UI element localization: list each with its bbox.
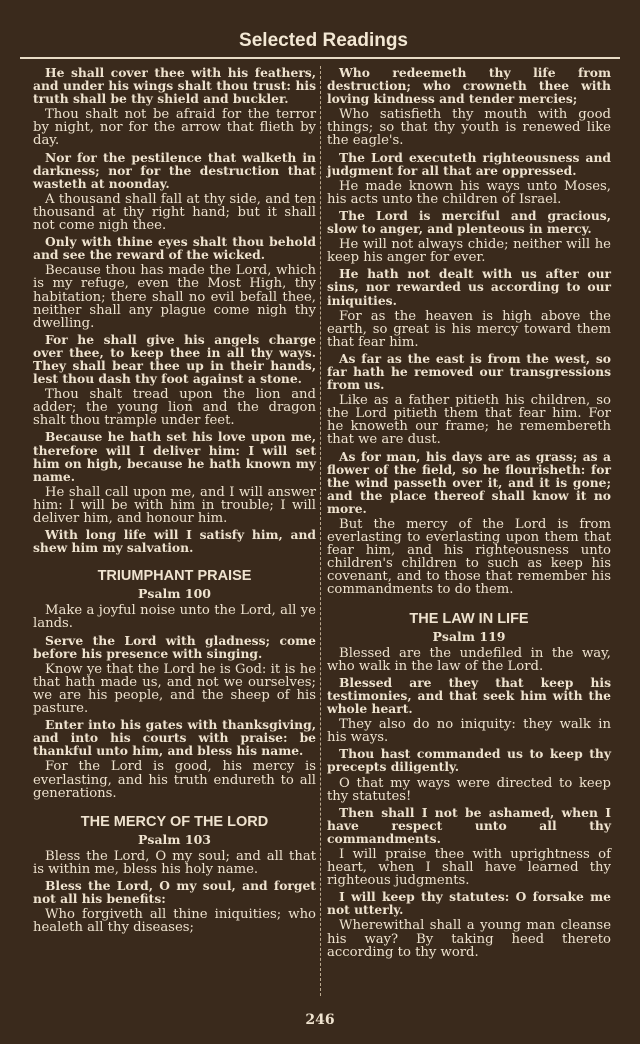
verse: Like as a father pitieth his children, so the Lord pitieth them that fear him. For he knoweth our frame; he remembereth that we are dust. — [327, 393, 611, 448]
responsive-verse: Blessed are they that keep his testimonies, and that seek him with the whole heart. — [327, 674, 611, 717]
verse: Who satisfieth thy mouth with good things; so that thy youth is renewed like the eagle's. — [327, 107, 611, 149]
verse: He shall call upon me, and I will answer him: I will be with him in trouble; I will deliver him, and honour him. — [33, 484, 316, 526]
verse: They also do no iniquity: they walk in his ways. — [327, 717, 611, 746]
responsive-verse: I will keep thy statutes: O forsake me not utterly. — [327, 889, 611, 918]
verse: A thousand shall fall at thy side, and ten thousand at thy right hand; but it shall not come nigh thee. — [33, 191, 316, 234]
responsive-verse: He shall cover thee with his feathers, and under his wings shalt thou trust: his truth shall be thy shield and buckler. — [33, 65, 316, 107]
responsive-verse: Serve the Lord with gladness; come before his presence with singing. — [33, 632, 316, 661]
intro-verses — [33, 66, 316, 554]
verse: Know ye that the Lord he is God: it is he that hath made us, and not we ourselves; we are his people, and the sheep of his pasture. — [33, 661, 316, 717]
verse: For as the heaven is high above the earth, so great is his mercy toward them that fear him. — [327, 308, 611, 350]
verse: I will praise thee with uprightness of heart, when I shall have learned thy righteous judgments. — [327, 846, 611, 889]
section-title-law-in-life: THE LAW IN LIFE — [409, 610, 529, 627]
verse: O that my ways were directed to keep thy statutes! — [327, 775, 611, 804]
verse: Thou shalt not be afraid for the terror by night, nor for the arrow that flieth by day. — [33, 107, 316, 149]
responsive-verse: As for man, his days are as grass; as a flower of the field, so he flourisheth: for the wind passeth over it, and it is gone; and the place thereof shall know it no more. — [327, 448, 611, 516]
page-number: 246 — [305, 1012, 335, 1028]
psalm-reference-119: Psalm 119 — [432, 628, 506, 644]
responsive-verse: Then shall I not be ashamed, when I have respect unto all thy commandments. — [327, 804, 611, 846]
responsive-verse: Because he hath set his love upon me, therefore will I deliver him: I will set him on high, because he hath known my name. — [33, 429, 316, 484]
verse: Because thou has made the Lord, which is my refuge, even the Most High, thy habitation; there shall no evil befall thee, neither shall any plague come nigh thy dwelling. — [33, 263, 316, 331]
psalm-reference-100: Psalm 100 — [138, 586, 211, 602]
header-rule — [20, 57, 620, 59]
responsive-verse: Thou hast commanded us to keep thy precepts diligently. — [327, 746, 611, 775]
mercy-verses — [33, 850, 316, 935]
column-divider — [320, 66, 321, 996]
responsive-verse: Enter into his gates with thanksgiving, and into his courts with praise: be thankful unto him, and bless his name. — [33, 717, 316, 759]
responsive-verse: Bless the Lord, O my soul, and forget not all his benefits: — [33, 877, 316, 907]
verse: Thou shalt tread upon the lion and adder; the young lion and the dragon shalt thou trample under feet. — [33, 387, 316, 429]
responsive-verse: Only with thine eyes shalt thou behold and see the reward of the wicked. — [33, 234, 316, 263]
right-column — [327, 66, 611, 962]
verse: Blessed are the undefiled in the way, who walk in the law of the Lord. — [327, 645, 611, 674]
page-title: Selected Readings — [239, 30, 408, 51]
responsive-verse: As far as the east is from the west, so far hath he removed our transgressions from us. — [327, 350, 611, 393]
mercy-continued-verses — [327, 66, 611, 597]
responsive-verse: He hath not dealt with us after our sins, nor rewarded us according to our iniquities. — [327, 266, 611, 308]
left-column — [33, 66, 316, 937]
responsive-verse: Nor for the pestilence that walketh in darkness; nor for the destruction that wasteth at noonday. — [33, 149, 316, 191]
section-title-mercy-of-the-lord: THE MERCY OF THE LORD — [80, 813, 269, 830]
section-title-triumphant-praise: TRIUMPHANT PRAISE — [97, 568, 252, 585]
law-in-life-verses — [327, 647, 611, 959]
responsive-verse: For he shall give his angels charge over thee, to keep thee in all thy ways. They shall bear thee up in their hands, lest thou dash thy foot against a stone. — [33, 331, 316, 387]
responsive-verse: The Lord is merciful and gracious, slow to anger, and plenteous in mercy. — [327, 207, 611, 237]
verse: Wherewithal shall a young man cleanse his way? By taking heed thereto according to thy word. — [327, 918, 611, 960]
psalm-reference-103: Psalm 103 — [138, 831, 211, 847]
verse: For the Lord is good, his mercy is everlasting, and his truth endureth to all generations. — [33, 759, 316, 801]
responsive-verse: With long life will I satisfy him, and shew him my salvation. — [33, 527, 316, 556]
responsive-verse: The Lord executeth righteousness and judgment for all that are oppressed. — [327, 149, 611, 178]
verse: Who forgiveth all thine iniquities; who healeth all thy diseases; — [33, 907, 316, 936]
verse: But the mercy of the Lord is from everlasting to everlasting upon them that fear him, and his righteousness unto children's children to such as keep his covenant, and to those that remember his commandments to do them. — [327, 517, 611, 598]
triumphant-praise-verses — [33, 604, 316, 799]
verse: He made known his ways unto Moses, his acts unto the children of Israel. — [327, 178, 611, 207]
verse: Make a joyful noise unto the Lord, all ye lands. — [33, 603, 316, 632]
verse: He will not always chide; neither will he keep his anger for ever. — [327, 237, 611, 266]
verse: Bless the Lord, O my soul; and all that is within me, bless his holy name. — [33, 848, 316, 877]
responsive-verse: Who redeemeth thy life from destruction; who crowneth thee with loving kindness and tender mercies; — [327, 65, 611, 107]
